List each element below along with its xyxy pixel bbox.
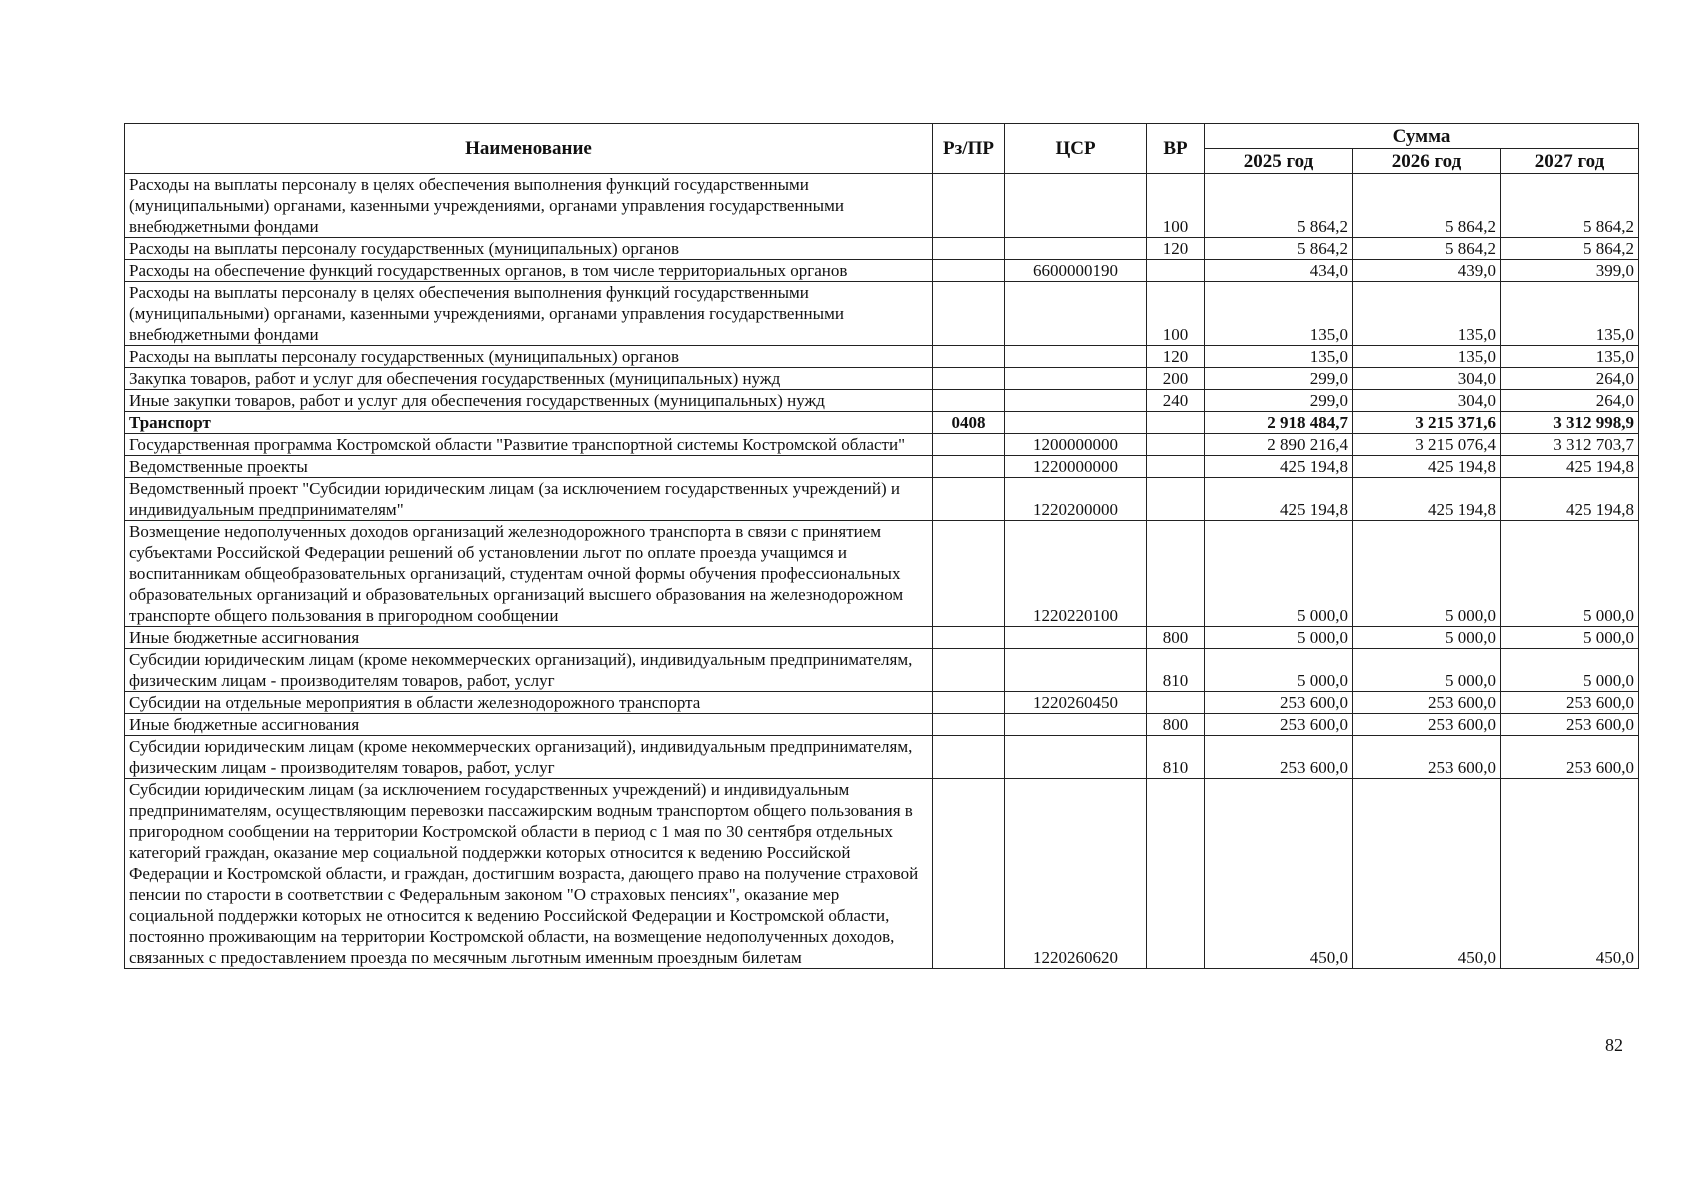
row-rzpr: [933, 238, 1005, 260]
row-amount-2026: 253 600,0: [1353, 714, 1501, 736]
row-amount-2025: 253 600,0: [1205, 692, 1353, 714]
row-amount-2027: 253 600,0: [1501, 736, 1639, 779]
table-row: [125, 736, 1639, 779]
row-rzpr: [933, 478, 1005, 521]
row-rzpr: [933, 456, 1005, 478]
row-amount-2025: 2 890 216,4: [1205, 434, 1353, 456]
table-row: [125, 456, 1639, 478]
row-name: Расходы на выплаты персоналу в целях обеспечения выполнения функций государственными (муниципальными) органами, казенными учреждениями, органами управления государственными внебюджетными фондами: [125, 282, 933, 346]
row-amount-2026: 135,0: [1353, 346, 1501, 368]
row-csr: [1005, 412, 1147, 434]
row-vr: [1147, 521, 1205, 627]
row-name: Расходы на выплаты персоналу государственных (муниципальных) органов: [125, 238, 933, 260]
row-amount-2027: 3 312 998,9: [1501, 412, 1639, 434]
row-rzpr: [933, 736, 1005, 779]
row-rzpr: [933, 174, 1005, 238]
row-csr: [1005, 649, 1147, 692]
row-amount-2026: 450,0: [1353, 779, 1501, 969]
row-amount-2027: 5 000,0: [1501, 627, 1639, 649]
row-csr: [1005, 238, 1147, 260]
row-vr: [1147, 478, 1205, 521]
table-row: [125, 478, 1639, 521]
row-amount-2026: 425 194,8: [1353, 478, 1501, 521]
row-amount-2025: 135,0: [1205, 282, 1353, 346]
row-amount-2026: 304,0: [1353, 390, 1501, 412]
table-row: [125, 627, 1639, 649]
row-amount-2027: 425 194,8: [1501, 478, 1639, 521]
row-csr: [1005, 714, 1147, 736]
table-row: [125, 282, 1639, 346]
row-amount-2025: 5 000,0: [1205, 627, 1353, 649]
row-csr: [1005, 390, 1147, 412]
row-amount-2027: 253 600,0: [1501, 714, 1639, 736]
table-row: [125, 238, 1639, 260]
row-amount-2026: 5 864,2: [1353, 238, 1501, 260]
row-amount-2025: 253 600,0: [1205, 736, 1353, 779]
row-amount-2027: 450,0: [1501, 779, 1639, 969]
row-vr: 240: [1147, 390, 1205, 412]
row-name: Возмещение недополученных доходов организаций железнодорожного транспорта в связи с принятием субъектами Российской Федерации решений об установлении льгот по оплате проезда учащимся и воспитанникам общеобразовательных организаций, студентам очной формы обучения профессиональных образовательных организаций и образовательных организаций высшего образования на железнодорожном транспорте общего пользования в пригородном сообщении: [125, 521, 933, 627]
row-rzpr: [933, 434, 1005, 456]
row-amount-2027: 5 000,0: [1501, 521, 1639, 627]
row-amount-2027: 5 864,2: [1501, 238, 1639, 260]
row-amount-2025: 425 194,8: [1205, 456, 1353, 478]
row-rzpr: [933, 521, 1005, 627]
row-rzpr: 0408: [933, 412, 1005, 434]
header-year-2025: 2025 год: [1205, 149, 1353, 174]
row-amount-2026: 5 000,0: [1353, 521, 1501, 627]
row-amount-2025: 425 194,8: [1205, 478, 1353, 521]
row-csr: 1220260620: [1005, 779, 1147, 969]
table-header: [125, 124, 1639, 174]
row-csr: 1200000000: [1005, 434, 1147, 456]
page-number: 82: [1605, 1035, 1623, 1055]
row-vr: 120: [1147, 346, 1205, 368]
row-amount-2027: 135,0: [1501, 282, 1639, 346]
row-name: Закупка товаров, работ и услуг для обеспечения государственных (муниципальных) нужд: [125, 368, 933, 390]
header-name: Наименование: [125, 124, 933, 174]
row-csr: 1220260450: [1005, 692, 1147, 714]
row-name: Субсидии юридическим лицам (кроме некоммерческих организаций), индивидуальным предпринимателям, физическим лицам - производителям товаров, работ, услуг: [125, 649, 933, 692]
row-csr: [1005, 627, 1147, 649]
row-name: Расходы на выплаты персоналу в целях обеспечения выполнения функций государственными (муниципальными) органами, казенными учреждениями, органами управления государственными внебюджетными фондами: [125, 174, 933, 238]
row-amount-2025: 299,0: [1205, 390, 1353, 412]
row-amount-2027: 3 312 703,7: [1501, 434, 1639, 456]
row-name: Расходы на обеспечение функций государственных органов, в том числе территориальных органов: [125, 260, 933, 282]
table-row: [125, 260, 1639, 282]
row-csr: [1005, 368, 1147, 390]
row-amount-2025: 2 918 484,7: [1205, 412, 1353, 434]
row-amount-2025: 135,0: [1205, 346, 1353, 368]
row-amount-2026: 135,0: [1353, 282, 1501, 346]
row-csr: 6600000190: [1005, 260, 1147, 282]
header-rzpr: Рз/ПР: [933, 124, 1005, 174]
table-row: [125, 779, 1639, 969]
row-csr: [1005, 174, 1147, 238]
table-row: [125, 649, 1639, 692]
row-amount-2027: 253 600,0: [1501, 692, 1639, 714]
table-row: [125, 390, 1639, 412]
row-amount-2025: 253 600,0: [1205, 714, 1353, 736]
header-summa: Сумма: [1205, 124, 1639, 149]
row-csr: [1005, 282, 1147, 346]
table-row: [125, 521, 1639, 627]
header-year-2026: 2026 год: [1353, 149, 1501, 174]
row-amount-2025: 5 000,0: [1205, 649, 1353, 692]
row-name: Субсидии на отдельные мероприятия в области железнодорожного транспорта: [125, 692, 933, 714]
row-rzpr: [933, 260, 1005, 282]
row-name: Транспорт: [125, 412, 933, 434]
table-row: [125, 346, 1639, 368]
row-vr: 810: [1147, 736, 1205, 779]
row-amount-2026: 439,0: [1353, 260, 1501, 282]
row-amount-2026: 3 215 076,4: [1353, 434, 1501, 456]
row-amount-2026: 253 600,0: [1353, 692, 1501, 714]
row-amount-2025: 450,0: [1205, 779, 1353, 969]
row-name: Иные бюджетные ассигнования: [125, 714, 933, 736]
row-csr: 1220220100: [1005, 521, 1147, 627]
row-rzpr: [933, 779, 1005, 969]
table-body: [125, 174, 1639, 969]
row-amount-2026: 425 194,8: [1353, 456, 1501, 478]
header-csr: ЦСР: [1005, 124, 1147, 174]
table-row: [125, 692, 1639, 714]
row-amount-2027: 135,0: [1501, 346, 1639, 368]
row-rzpr: [933, 714, 1005, 736]
row-amount-2025: 434,0: [1205, 260, 1353, 282]
row-amount-2026: 5 000,0: [1353, 627, 1501, 649]
row-name: Ведомственные проекты: [125, 456, 933, 478]
row-amount-2025: 5 864,2: [1205, 174, 1353, 238]
row-amount-2026: 253 600,0: [1353, 736, 1501, 779]
row-amount-2025: 299,0: [1205, 368, 1353, 390]
row-name: Ведомственный проект "Субсидии юридическим лицам (за исключением государственных учреждений) и индивидуальным предпринимателям": [125, 478, 933, 521]
row-rzpr: [933, 649, 1005, 692]
budget-table: [124, 123, 1639, 969]
row-rzpr: [933, 627, 1005, 649]
row-vr: 120: [1147, 238, 1205, 260]
row-vr: [1147, 412, 1205, 434]
row-csr: [1005, 346, 1147, 368]
row-vr: 800: [1147, 627, 1205, 649]
row-vr: 200: [1147, 368, 1205, 390]
row-name: Иные закупки товаров, работ и услуг для обеспечения государственных (муниципальных) нужд: [125, 390, 933, 412]
row-amount-2027: 264,0: [1501, 390, 1639, 412]
table-row: [125, 434, 1639, 456]
row-csr: [1005, 736, 1147, 779]
row-amount-2025: 5 000,0: [1205, 521, 1353, 627]
row-vr: 800: [1147, 714, 1205, 736]
row-rzpr: [933, 390, 1005, 412]
row-amount-2027: 5 000,0: [1501, 649, 1639, 692]
row-vr: [1147, 779, 1205, 969]
row-name: Расходы на выплаты персоналу государственных (муниципальных) органов: [125, 346, 933, 368]
row-csr: 1220000000: [1005, 456, 1147, 478]
table-row: [125, 714, 1639, 736]
row-amount-2026: 5 864,2: [1353, 174, 1501, 238]
row-vr: [1147, 260, 1205, 282]
row-amount-2027: 264,0: [1501, 368, 1639, 390]
row-rzpr: [933, 692, 1005, 714]
row-csr: 1220200000: [1005, 478, 1147, 521]
header-vr: ВР: [1147, 124, 1205, 174]
row-vr: 100: [1147, 174, 1205, 238]
row-amount-2026: 304,0: [1353, 368, 1501, 390]
row-amount-2027: 425 194,8: [1501, 456, 1639, 478]
row-amount-2027: 5 864,2: [1501, 174, 1639, 238]
row-amount-2025: 5 864,2: [1205, 238, 1353, 260]
row-amount-2026: 5 000,0: [1353, 649, 1501, 692]
row-vr: 100: [1147, 282, 1205, 346]
table-row: [125, 174, 1639, 238]
table-row: [125, 368, 1639, 390]
row-rzpr: [933, 282, 1005, 346]
row-vr: 810: [1147, 649, 1205, 692]
row-vr: [1147, 456, 1205, 478]
header-year-2027: 2027 год: [1501, 149, 1639, 174]
row-name: Субсидии юридическим лицам (за исключением государственных учреждений) и индивидуальным предпринимателям, осуществляющим перевозки пассажирским водным транспортом общего пользования в пригородном сообщении на территории Костромской области в период с 1 мая по 30 сентября отдельных категорий граждан, оказание мер социальной поддержки которых относится к ведению Российской Федерации и Костромской области, и граждан, достигшим возраста, дающего право на получение страховой пенсии по старости в соответствии с Федеральным законом "О страховых пенсиях", оказание мер социальной поддержки которых не относится к ведению Российской Федерации и Костромской области, постоянно проживающим на территории Костромской области, на возмещение недополученных доходов, связанных с предоставлением проезда по месячным льготным именным проездным билетам: [125, 779, 933, 969]
row-amount-2027: 399,0: [1501, 260, 1639, 282]
row-vr: [1147, 692, 1205, 714]
row-amount-2026: 3 215 371,6: [1353, 412, 1501, 434]
table-row: [125, 412, 1639, 434]
row-rzpr: [933, 346, 1005, 368]
row-rzpr: [933, 368, 1005, 390]
row-vr: [1147, 434, 1205, 456]
row-name: Иные бюджетные ассигнования: [125, 627, 933, 649]
row-name: Государственная программа Костромской области "Развитие транспортной системы Костромской области": [125, 434, 933, 456]
row-name: Субсидии юридическим лицам (кроме некоммерческих организаций), индивидуальным предпринимателям, физическим лицам - производителям товаров, работ, услуг: [125, 736, 933, 779]
